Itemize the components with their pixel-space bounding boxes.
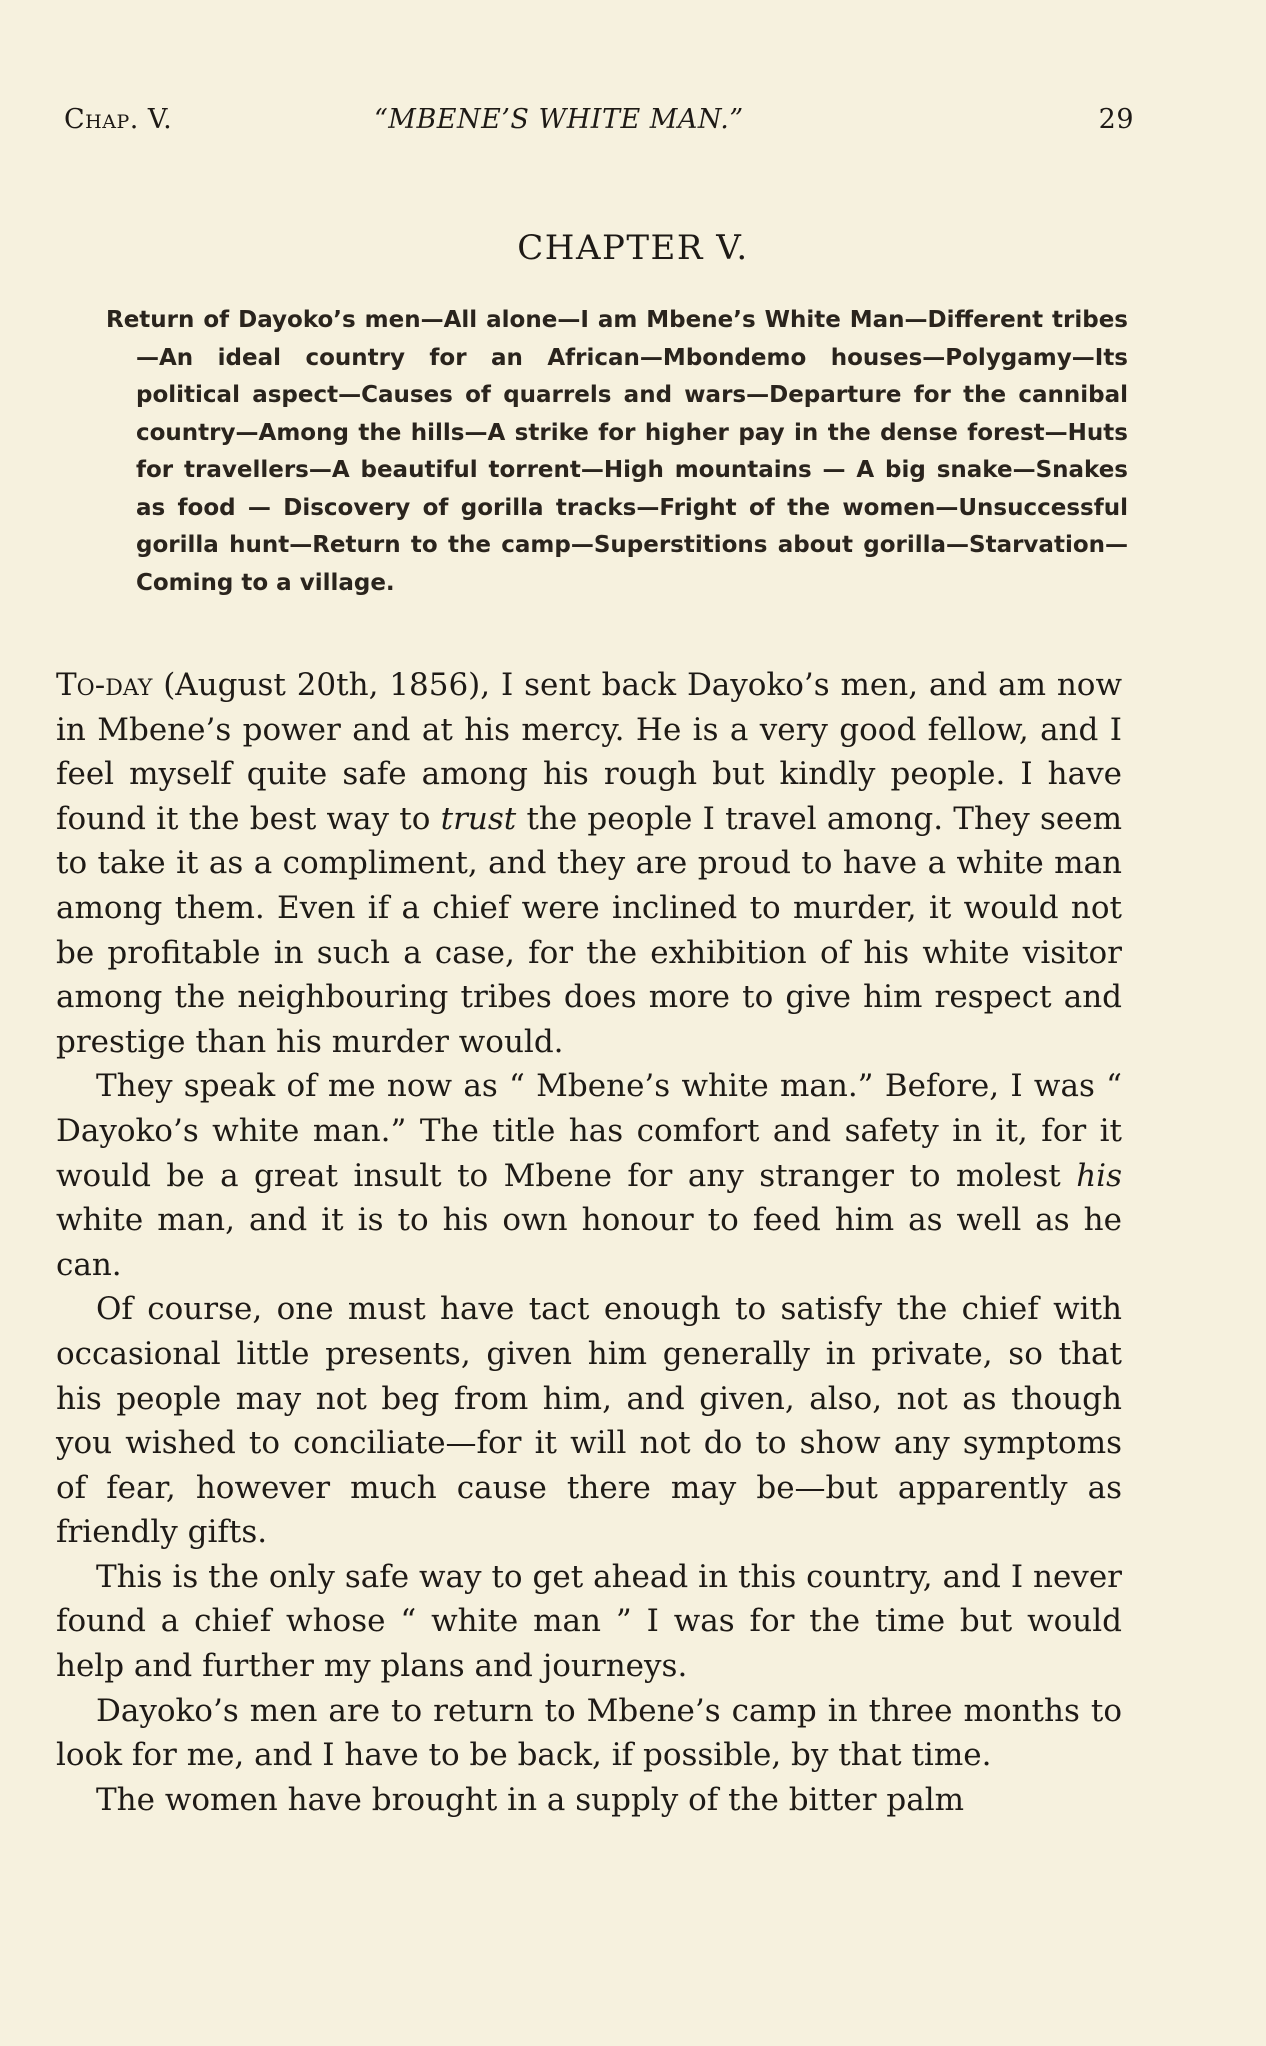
running-head-chapter: Chap. V. <box>64 104 173 135</box>
paragraph-1-emphasis: trust <box>440 800 517 837</box>
paragraph-2 <box>56 1064 1122 1287</box>
page-number: 29 <box>1098 104 1134 135</box>
chapter-title: CHAPTER V. <box>517 228 749 268</box>
paragraph-1 <box>56 663 1122 1064</box>
paragraph-3: Of course, one must have tact enough to satisfy the chief with occasional little presents, given him generally in private, so that his people may not beg from him, and given, also, not as though you wished to conciliate—for it will not do to show any symptoms of fear, however much cause there may be—but apparently as friendly gifts. <box>56 1291 1122 1551</box>
running-head <box>64 104 1134 148</box>
paragraph-1-text-a: (August 20th, 1856), I sent back Dayoko’s men, and am now in Mbene’s power and at his mercy. He is a very good fellow, and I feel myself quite safe among his rough but kindly people. I have found it the best way to <box>56 667 1122 837</box>
paragraph-4: This is the only safe way to get ahead in this country, and I never found a chief whose “ white man ” I was for the time but would help and further my plans and journeys. <box>56 1558 1122 1685</box>
body-text <box>56 663 1122 1822</box>
paragraph-6: The women have brought in a supply of the bitter palm <box>96 1781 965 1818</box>
paragraph-2-emphasis: his <box>1076 1157 1122 1194</box>
paragraph-2-text-b: white man, and it is to his own honour to feed him as well as he can. <box>56 1202 1122 1283</box>
paragraph-2-text-a: They speak of me now as “ Mbene’s white man.” Before, I was “ Dayoko’s white man.” The title has comfort and safety in it, for it would be a great insult to Mbene for any stranger to molest <box>56 1068 1122 1194</box>
paragraph-5: Dayoko’s men are to return to Mbene’s camp in three months to look for me, and I have to be back, if possible, by that time. <box>56 1692 1122 1774</box>
running-head-title: “MBENE’S WHITE MAN.” <box>374 104 744 135</box>
paragraph-1-text-b: the people I travel among. They seem to take it as a compliment, and they are proud to have a white man among them. Even if a chief were inclined to murder, it would not be profitable in such a case, for the exhibition of his white visitor among the neighbouring tribes does more to give him respect and prestige than his murder would. <box>56 800 1122 1060</box>
paragraph-1-opening: To-day <box>56 667 153 703</box>
chapter-summary: Return of Dayoko’s men—All alone—I am Mbene’s White Man—Different tribes—An ideal country for an African—Mbondemo houses—Polygamy—Its political aspect—Causes of quarrels and wars—Departure for the cannibal country—Among the hills—A strike for higher pay in the dense forest—Huts for travellers—A beautiful torrent—High mountains — A big snake—Snakes as food — Discovery of gorilla tracks—Fright of the women—Unsuccessful gorilla hunt—Return to the camp—Superstitions about gorilla—Starvation—Coming to a village. <box>106 307 1128 596</box>
